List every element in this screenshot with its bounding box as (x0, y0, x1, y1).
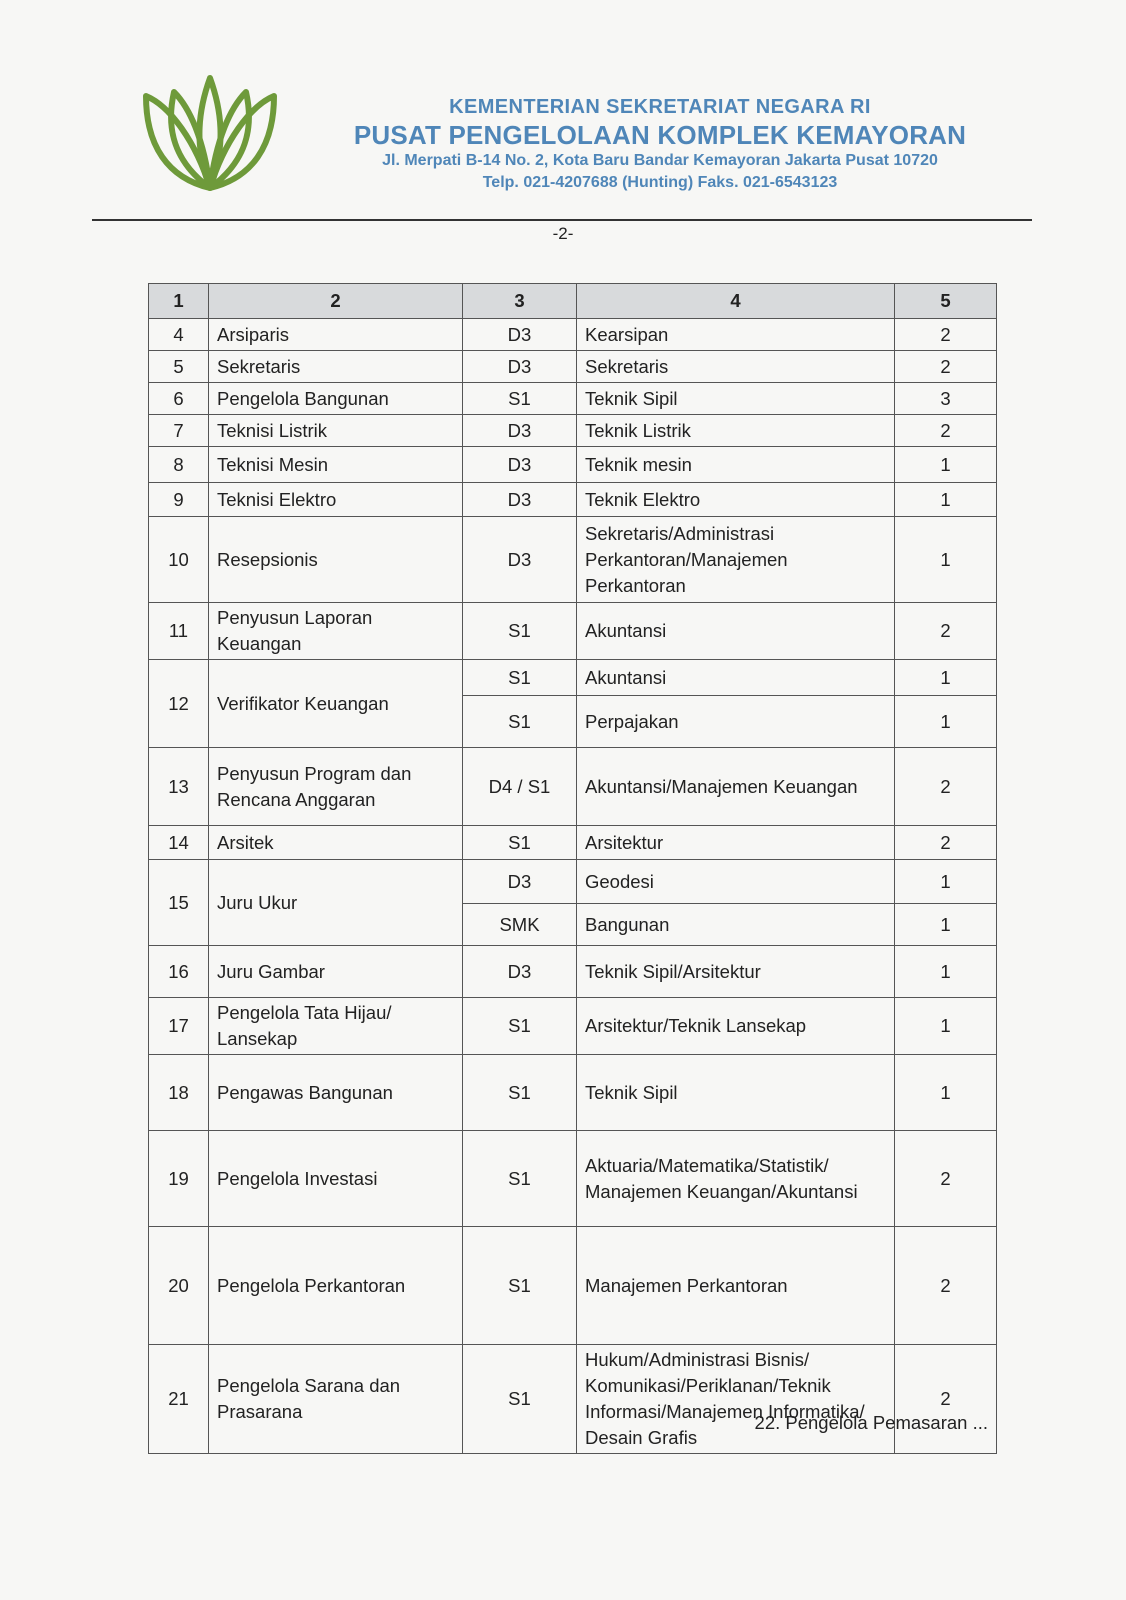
table-row (149, 860, 997, 904)
table-cell: Juru Ukur (209, 860, 463, 946)
table-cell: 10 (149, 517, 209, 603)
table-cell: Akuntansi/Manajemen Keuangan (577, 748, 895, 826)
table-cell: Sekretaris (577, 351, 895, 383)
table-cell: Sekretaris/Administrasi Perkantoran/Manajemen Perkantoran (577, 517, 895, 603)
table-cell: 12 (149, 660, 209, 748)
table-cell: 16 (149, 946, 209, 998)
table-cell: Juru Gambar (209, 946, 463, 998)
table-cell: S1 (463, 1055, 577, 1131)
table-cell: Arsitektur/Teknik Lansekap (577, 998, 895, 1055)
table-cell: SMK (463, 904, 577, 946)
table-cell: 2 (895, 1227, 997, 1345)
table-cell: 9 (149, 483, 209, 517)
table-cell: Penyusun Laporan Keuangan (209, 603, 463, 660)
table-cell: 2 (895, 603, 997, 660)
table-cell: 18 (149, 1055, 209, 1131)
table-row (149, 483, 997, 517)
table-cell: S1 (463, 660, 577, 696)
table-cell: 2 (895, 1131, 997, 1227)
table-cell: Teknisi Elektro (209, 483, 463, 517)
table-row (149, 517, 997, 603)
table-cell: 5 (149, 351, 209, 383)
table-row (149, 748, 997, 826)
table-cell: Sekretaris (209, 351, 463, 383)
table-row (149, 946, 997, 998)
table-header-row (149, 284, 997, 319)
table-row (149, 1055, 997, 1131)
header-rule (92, 219, 1032, 221)
table-cell: Pengelola Sarana dan Prasarana (209, 1345, 463, 1454)
table-row (149, 319, 997, 351)
table-cell: 1 (895, 904, 997, 946)
table-cell: Pengelola Bangunan (209, 383, 463, 415)
table-cell: 20 (149, 1227, 209, 1345)
table-cell: 2 (895, 826, 997, 860)
table-cell: 3 (895, 383, 997, 415)
table-row (149, 351, 997, 383)
table-cell: 1 (895, 860, 997, 904)
letterhead (340, 94, 980, 194)
table-cell: Teknik Sipil/Arsitektur (577, 946, 895, 998)
column-header: 4 (577, 284, 895, 319)
table-row (149, 998, 997, 1055)
table-cell: 2 (895, 351, 997, 383)
table-cell: Verifikator Keuangan (209, 660, 463, 748)
table-cell: Teknisi Listrik (209, 415, 463, 447)
column-header: 2 (209, 284, 463, 319)
table-cell: 11 (149, 603, 209, 660)
table-cell: Hukum/Administrasi Bisnis/ Komunikasi/Periklanan/Teknik Informasi/Manajemen Informatika/ Desain Grafis (577, 1345, 895, 1454)
table-cell: 1 (895, 696, 997, 748)
table-cell: S1 (463, 826, 577, 860)
table-row (149, 1227, 997, 1345)
table-cell: Perpajakan (577, 696, 895, 748)
table-cell: D3 (463, 351, 577, 383)
table-cell: 21 (149, 1345, 209, 1454)
address-line: Jl. Merpati B-14 No. 2, Kota Baru Bandar Kemayoran Jakarta Pusat 10720 (382, 152, 938, 169)
table-cell: 1 (895, 447, 997, 483)
table-cell: D3 (463, 946, 577, 998)
table-cell: S1 (463, 1131, 577, 1227)
table-cell: D3 (463, 860, 577, 904)
table-cell: Pengelola Investasi (209, 1131, 463, 1227)
table-cell: 1 (895, 660, 997, 696)
phone-line: Telp. 021-4207688 (Hunting) Faks. 021-6543123 (482, 174, 838, 191)
table-cell: D3 (463, 483, 577, 517)
table-cell: 2 (895, 415, 997, 447)
table-cell: Arsiparis (209, 319, 463, 351)
table-cell: Teknik Sipil (577, 383, 895, 415)
table-cell: 2 (895, 319, 997, 351)
table-cell: 2 (895, 748, 997, 826)
table-cell: 15 (149, 860, 209, 946)
table-cell: 1 (895, 517, 997, 603)
position-table (148, 283, 997, 1454)
table-row (149, 447, 997, 483)
table-row (149, 826, 997, 860)
table-cell: Manajemen Perkantoran (577, 1227, 895, 1345)
table-cell: 7 (149, 415, 209, 447)
column-header: 1 (149, 284, 209, 319)
table-cell: Kearsipan (577, 319, 895, 351)
table-cell: 1 (895, 998, 997, 1055)
table-row (149, 660, 997, 696)
table-body (149, 319, 997, 1454)
table-cell: S1 (463, 383, 577, 415)
table-cell: 1 (895, 483, 997, 517)
table-cell: D3 (463, 517, 577, 603)
table-cell: Akuntansi (577, 660, 895, 696)
table-cell: Aktuaria/Matematika/Statistik/ Manajemen Keuangan/Akuntansi (577, 1131, 895, 1227)
table-cell: 13 (149, 748, 209, 826)
table-cell: Akuntansi (577, 603, 895, 660)
table-cell: Geodesi (577, 860, 895, 904)
table-row (149, 1131, 997, 1227)
table-cell: 19 (149, 1131, 209, 1227)
table-cell: Penyusun Program dan Rencana Anggaran (209, 748, 463, 826)
column-header: 3 (463, 284, 577, 319)
ministry-name: KEMENTERIAN SEKRETARIAT NEGARA RI (449, 96, 871, 118)
continuation-note: 22. Pengelola Pemasaran ... (754, 1412, 988, 1433)
table-cell: Pengawas Bangunan (209, 1055, 463, 1131)
table-cell: S1 (463, 1345, 577, 1454)
table-cell: S1 (463, 998, 577, 1055)
table-cell: Teknik Listrik (577, 415, 895, 447)
table-cell: Pengelola Perkantoran (209, 1227, 463, 1345)
page-number: -2- (552, 224, 574, 243)
table-cell: Pengelola Tata Hijau/ Lansekap (209, 998, 463, 1055)
table-row (149, 415, 997, 447)
table-row (149, 383, 997, 415)
table-cell: 17 (149, 998, 209, 1055)
table-cell: S1 (463, 603, 577, 660)
table-cell: D4 / S1 (463, 748, 577, 826)
table-cell: 8 (149, 447, 209, 483)
table-cell: S1 (463, 1227, 577, 1345)
table-cell: Bangunan (577, 904, 895, 946)
table-cell: D3 (463, 415, 577, 447)
table-cell: Teknik Sipil (577, 1055, 895, 1131)
table-row (149, 1345, 997, 1454)
table-cell: Teknik Elektro (577, 483, 895, 517)
table-cell: 2 (895, 1345, 997, 1454)
table-cell: 1 (895, 1055, 997, 1131)
table-cell: 4 (149, 319, 209, 351)
table-cell: 14 (149, 826, 209, 860)
ministry-logo (140, 66, 280, 196)
table-cell: Arsitek (209, 826, 463, 860)
table-cell: 6 (149, 383, 209, 415)
table-cell: D3 (463, 447, 577, 483)
table-row (149, 603, 997, 660)
table-cell: 1 (895, 946, 997, 998)
table-cell: Resepsionis (209, 517, 463, 603)
column-header: 5 (895, 284, 997, 319)
table-cell: D3 (463, 319, 577, 351)
table-cell: Teknisi Mesin (209, 447, 463, 483)
table-cell: S1 (463, 696, 577, 748)
table-cell: Arsitektur (577, 826, 895, 860)
table-cell: Teknik mesin (577, 447, 895, 483)
center-name: PUSAT PENGELOLAAN KOMPLEK KEMAYORAN (353, 120, 967, 150)
